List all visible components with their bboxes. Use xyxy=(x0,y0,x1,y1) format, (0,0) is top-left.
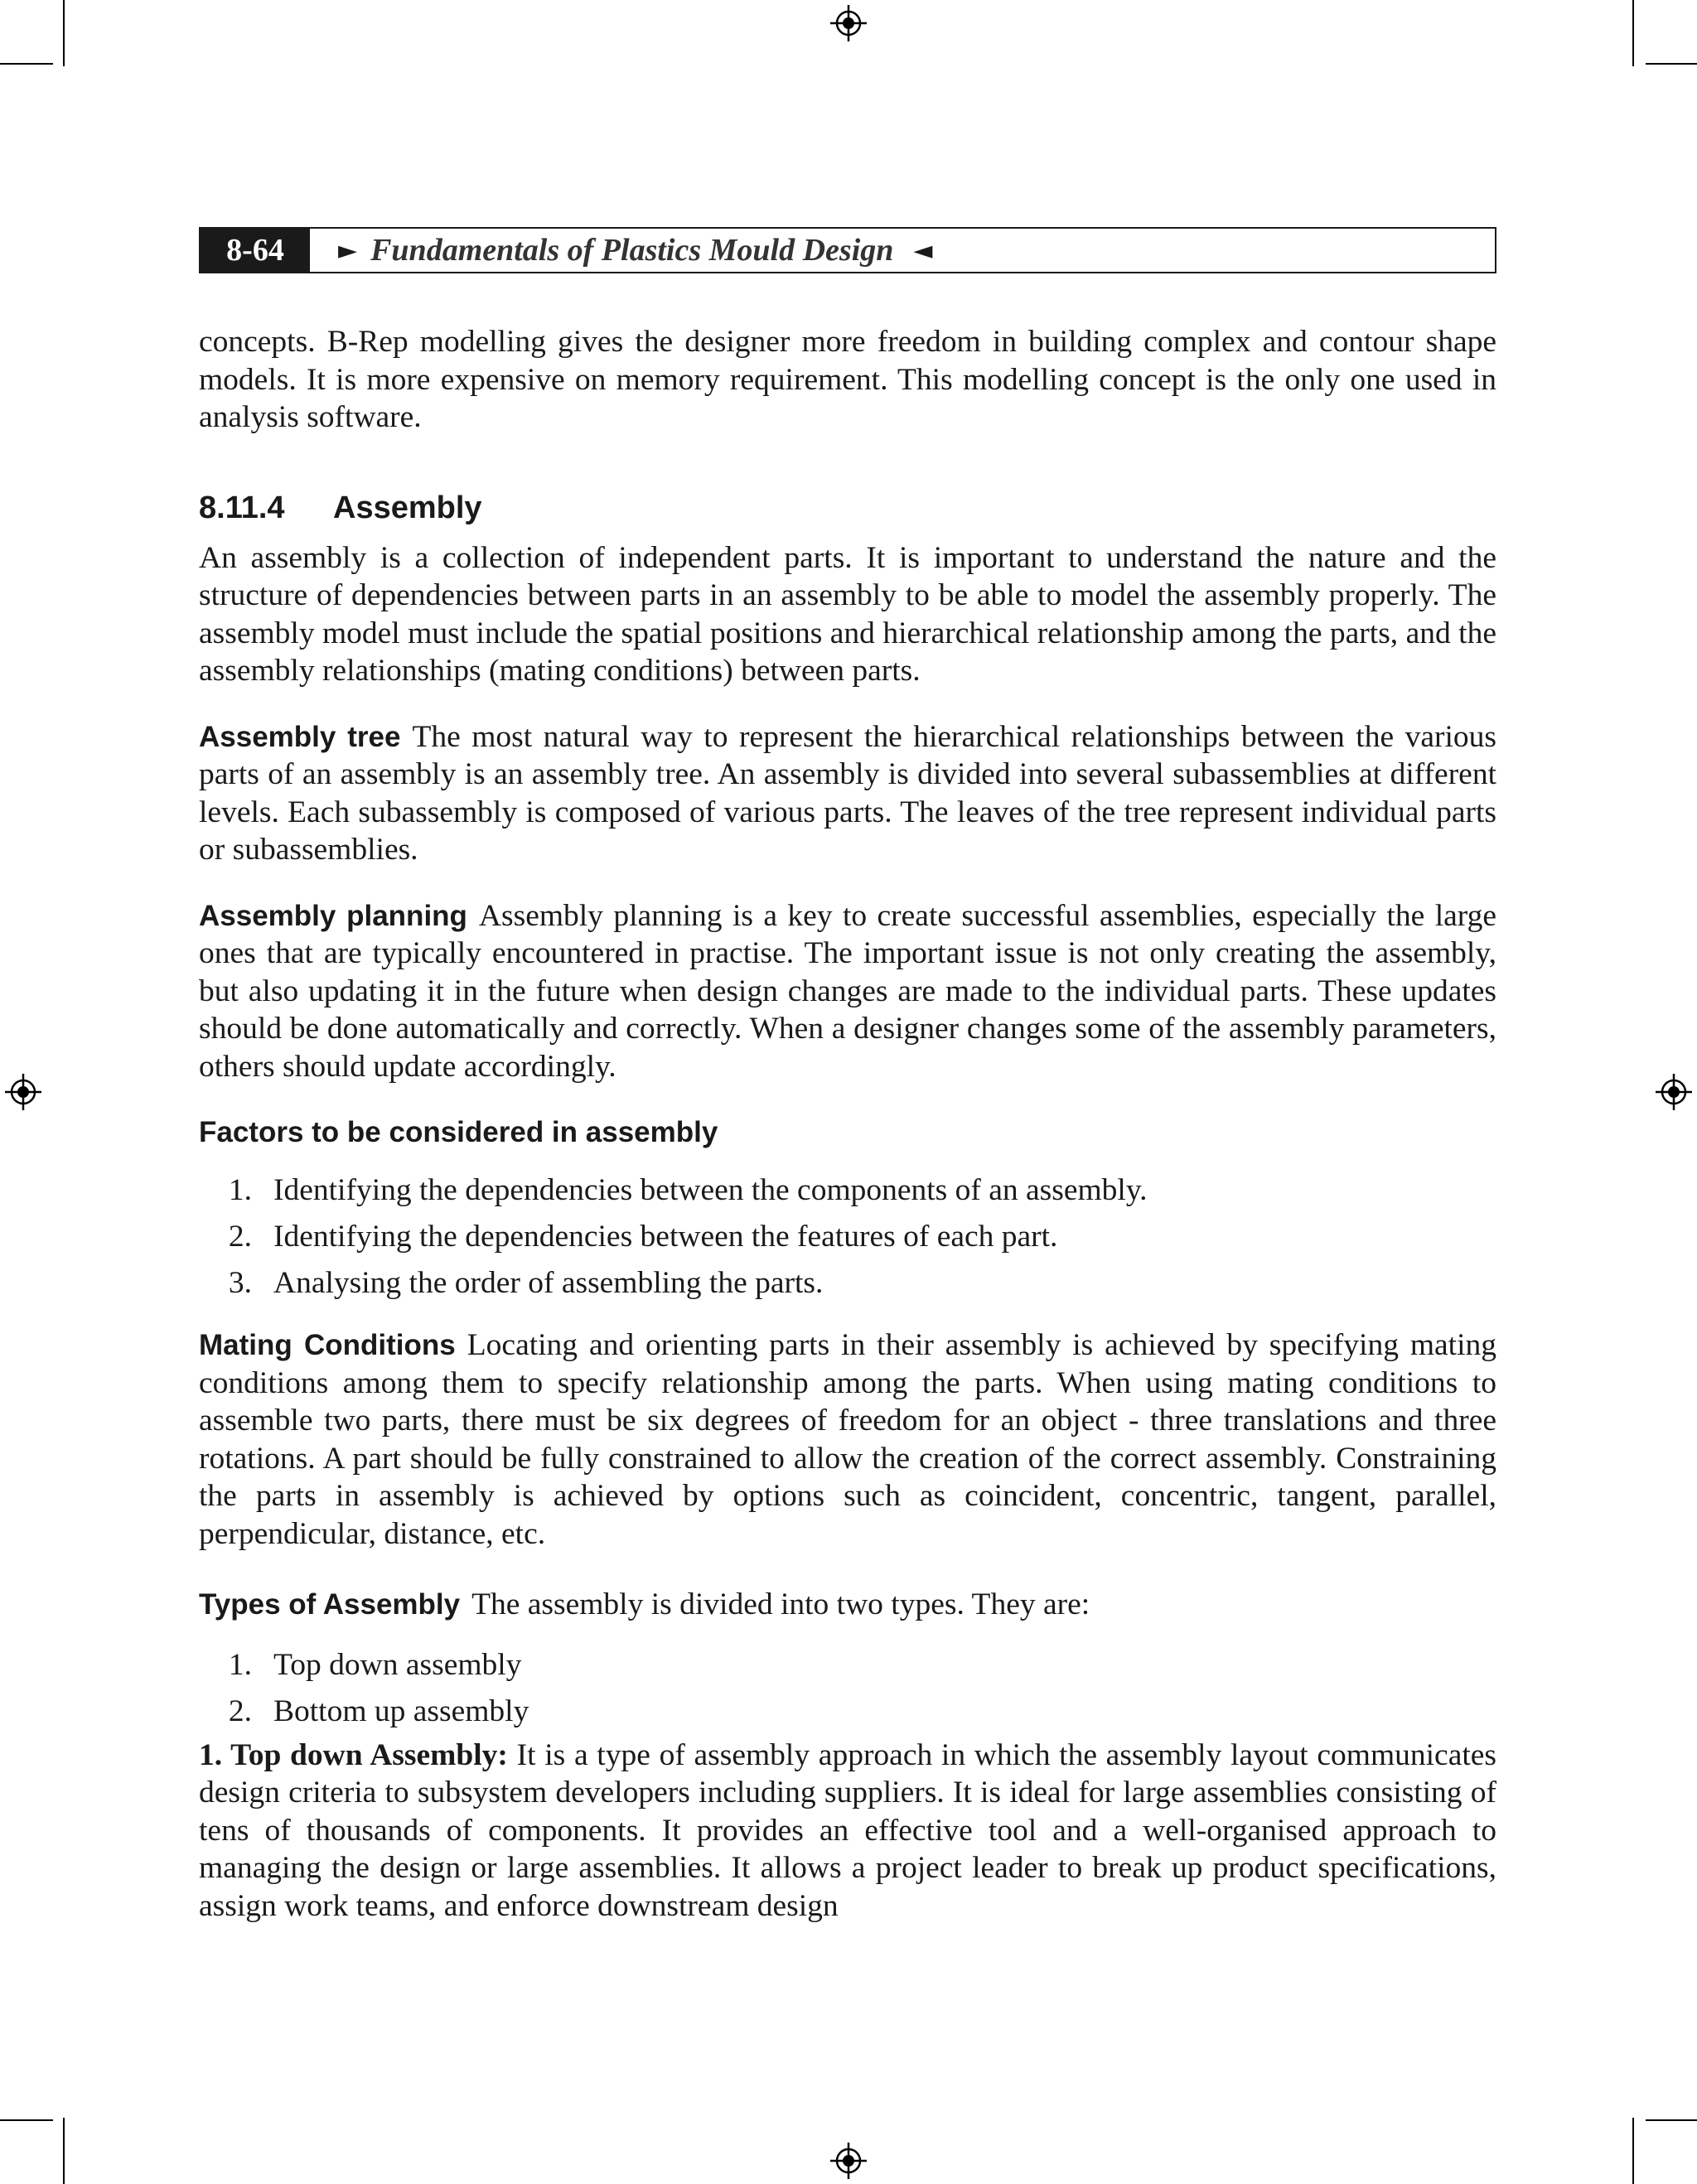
list-item-text: Identifying the dependencies between the components of an assembly. xyxy=(273,1173,1148,1207)
assembly-tree-paragraph xyxy=(199,718,1496,869)
factors-heading: Factors to be considered in assembly xyxy=(199,1116,718,1148)
page-body xyxy=(199,323,1496,1925)
list-item-text: Analysing the order of assembling the parts. xyxy=(273,1266,824,1300)
top-down-heading: 1. Top down Assembly: xyxy=(199,1737,508,1772)
crop-mark xyxy=(1632,0,1634,66)
crop-mark xyxy=(1632,2118,1634,2184)
registration-mark-icon xyxy=(830,5,867,41)
section-heading xyxy=(199,488,1496,528)
types-of-assembly-paragraph xyxy=(199,1586,1496,1624)
types-of-assembly-heading: Types of Assembly xyxy=(199,1588,461,1621)
list-item-number: 1. xyxy=(228,1173,252,1207)
list-item-text: Top down assembly xyxy=(273,1647,522,1682)
assembly-planning-heading: Assembly planning xyxy=(199,899,467,932)
list-item xyxy=(199,1689,1496,1735)
assembly-types-list xyxy=(199,1642,1496,1735)
mating-conditions-text: Locating and orienting parts in their assembly is achieved by specifying mating conditions among them to specify relationship among the parts. When using mating conditions to assemble two parts, there must be six degrees of freedom for an object - three translations and three rotations. A part should be fully constrained to allow the creation of the correct assembly. Constraining the parts in assembly is achieved by options such as coincident, concentric, tangent, parallel, perpendicular, distance, etc. xyxy=(199,1328,1496,1551)
registration-mark-icon xyxy=(1656,1074,1692,1110)
list-item-number: 3. xyxy=(228,1266,252,1300)
crop-mark xyxy=(63,2118,65,2184)
list-item-text: Bottom up assembly xyxy=(273,1694,529,1728)
list-item-text: Identifying the dependencies between the features of each part. xyxy=(273,1220,1058,1254)
list-item xyxy=(199,1642,1496,1689)
list-item xyxy=(199,1167,1496,1214)
intro-paragraph: concepts. B-Rep modelling gives the designer more freedom in building complex and contour shape models. It is more expensive on memory requirement. This modelling concept is the only one used in analysis software. xyxy=(199,325,1496,434)
crop-mark xyxy=(0,63,53,65)
left-arrow-icon: ◄ xyxy=(913,235,933,265)
list-item-number: 1. xyxy=(228,1647,252,1682)
registration-mark-icon xyxy=(5,1074,41,1110)
top-down-text: It is a type of assembly approach in which the assembly layout communicates design criteria to subsystem developers including suppliers. It is ideal for large assemblies consisting of tens of thousands of components. It provides an effective tool and a well-organised approach to managing the design or large assemblies. It allows a project leader to break up product specifications, assign work teams, and enforce downstream design xyxy=(199,1737,1496,1923)
assembly-planning-text: Assembly planning is a key to create successful assemblies, especially the large ones that are typically encountered in practise. The important issue is not only creating the assembly, but also updating it in the future when design changes are made to the individual parts. These updates should be done automatically and correctly. When a designer changes some of the assembly parameters, others should update accordingly. xyxy=(199,898,1496,1084)
list-item xyxy=(199,1260,1496,1307)
section-number: 8.11.4 xyxy=(199,490,285,525)
page-number: 8-64 xyxy=(201,229,310,272)
factors-list xyxy=(199,1167,1496,1307)
running-header xyxy=(199,227,1496,273)
mating-conditions-heading: Mating Conditions xyxy=(199,1329,456,1361)
registration-mark-icon xyxy=(830,2143,867,2179)
mating-conditions-paragraph xyxy=(199,1326,1496,1553)
running-title: Fundamentals of Plastics Mould Design xyxy=(370,233,894,268)
assembly-tree-heading: Assembly tree xyxy=(199,720,401,753)
top-down-paragraph xyxy=(199,1737,1496,1925)
crop-mark xyxy=(63,0,65,66)
assembly-tree-text: The most natural way to represent the hierarchical relationships between the various parts of an assembly is an assembly tree. An assembly is divided into several subassemblies at different levels. Each subassembly is composed of various parts. The leaves of the tree represent individual parts or subassemblies. xyxy=(199,719,1496,867)
crop-mark xyxy=(0,2119,53,2121)
assembly-planning-paragraph xyxy=(199,897,1496,1086)
list-item xyxy=(199,1214,1496,1260)
types-of-assembly-text: The assembly is divided into two types. They are: xyxy=(471,1587,1090,1621)
right-arrow-icon: ► xyxy=(338,235,358,265)
list-item-number: 2. xyxy=(228,1220,252,1254)
crop-mark xyxy=(1646,2119,1697,2121)
list-item-number: 2. xyxy=(228,1694,252,1728)
section-paragraph: An assembly is a collection of independent parts. It is important to understand the nature and the structure of dependencies between parts in an assembly to be able to model the assembly properly. The assembly model must include the spatial positions and hierarchical relationship among the parts, and the assembly relationships (mating conditions) between parts. xyxy=(199,540,1496,688)
crop-mark xyxy=(1646,63,1697,65)
section-title: Assembly xyxy=(333,490,482,525)
